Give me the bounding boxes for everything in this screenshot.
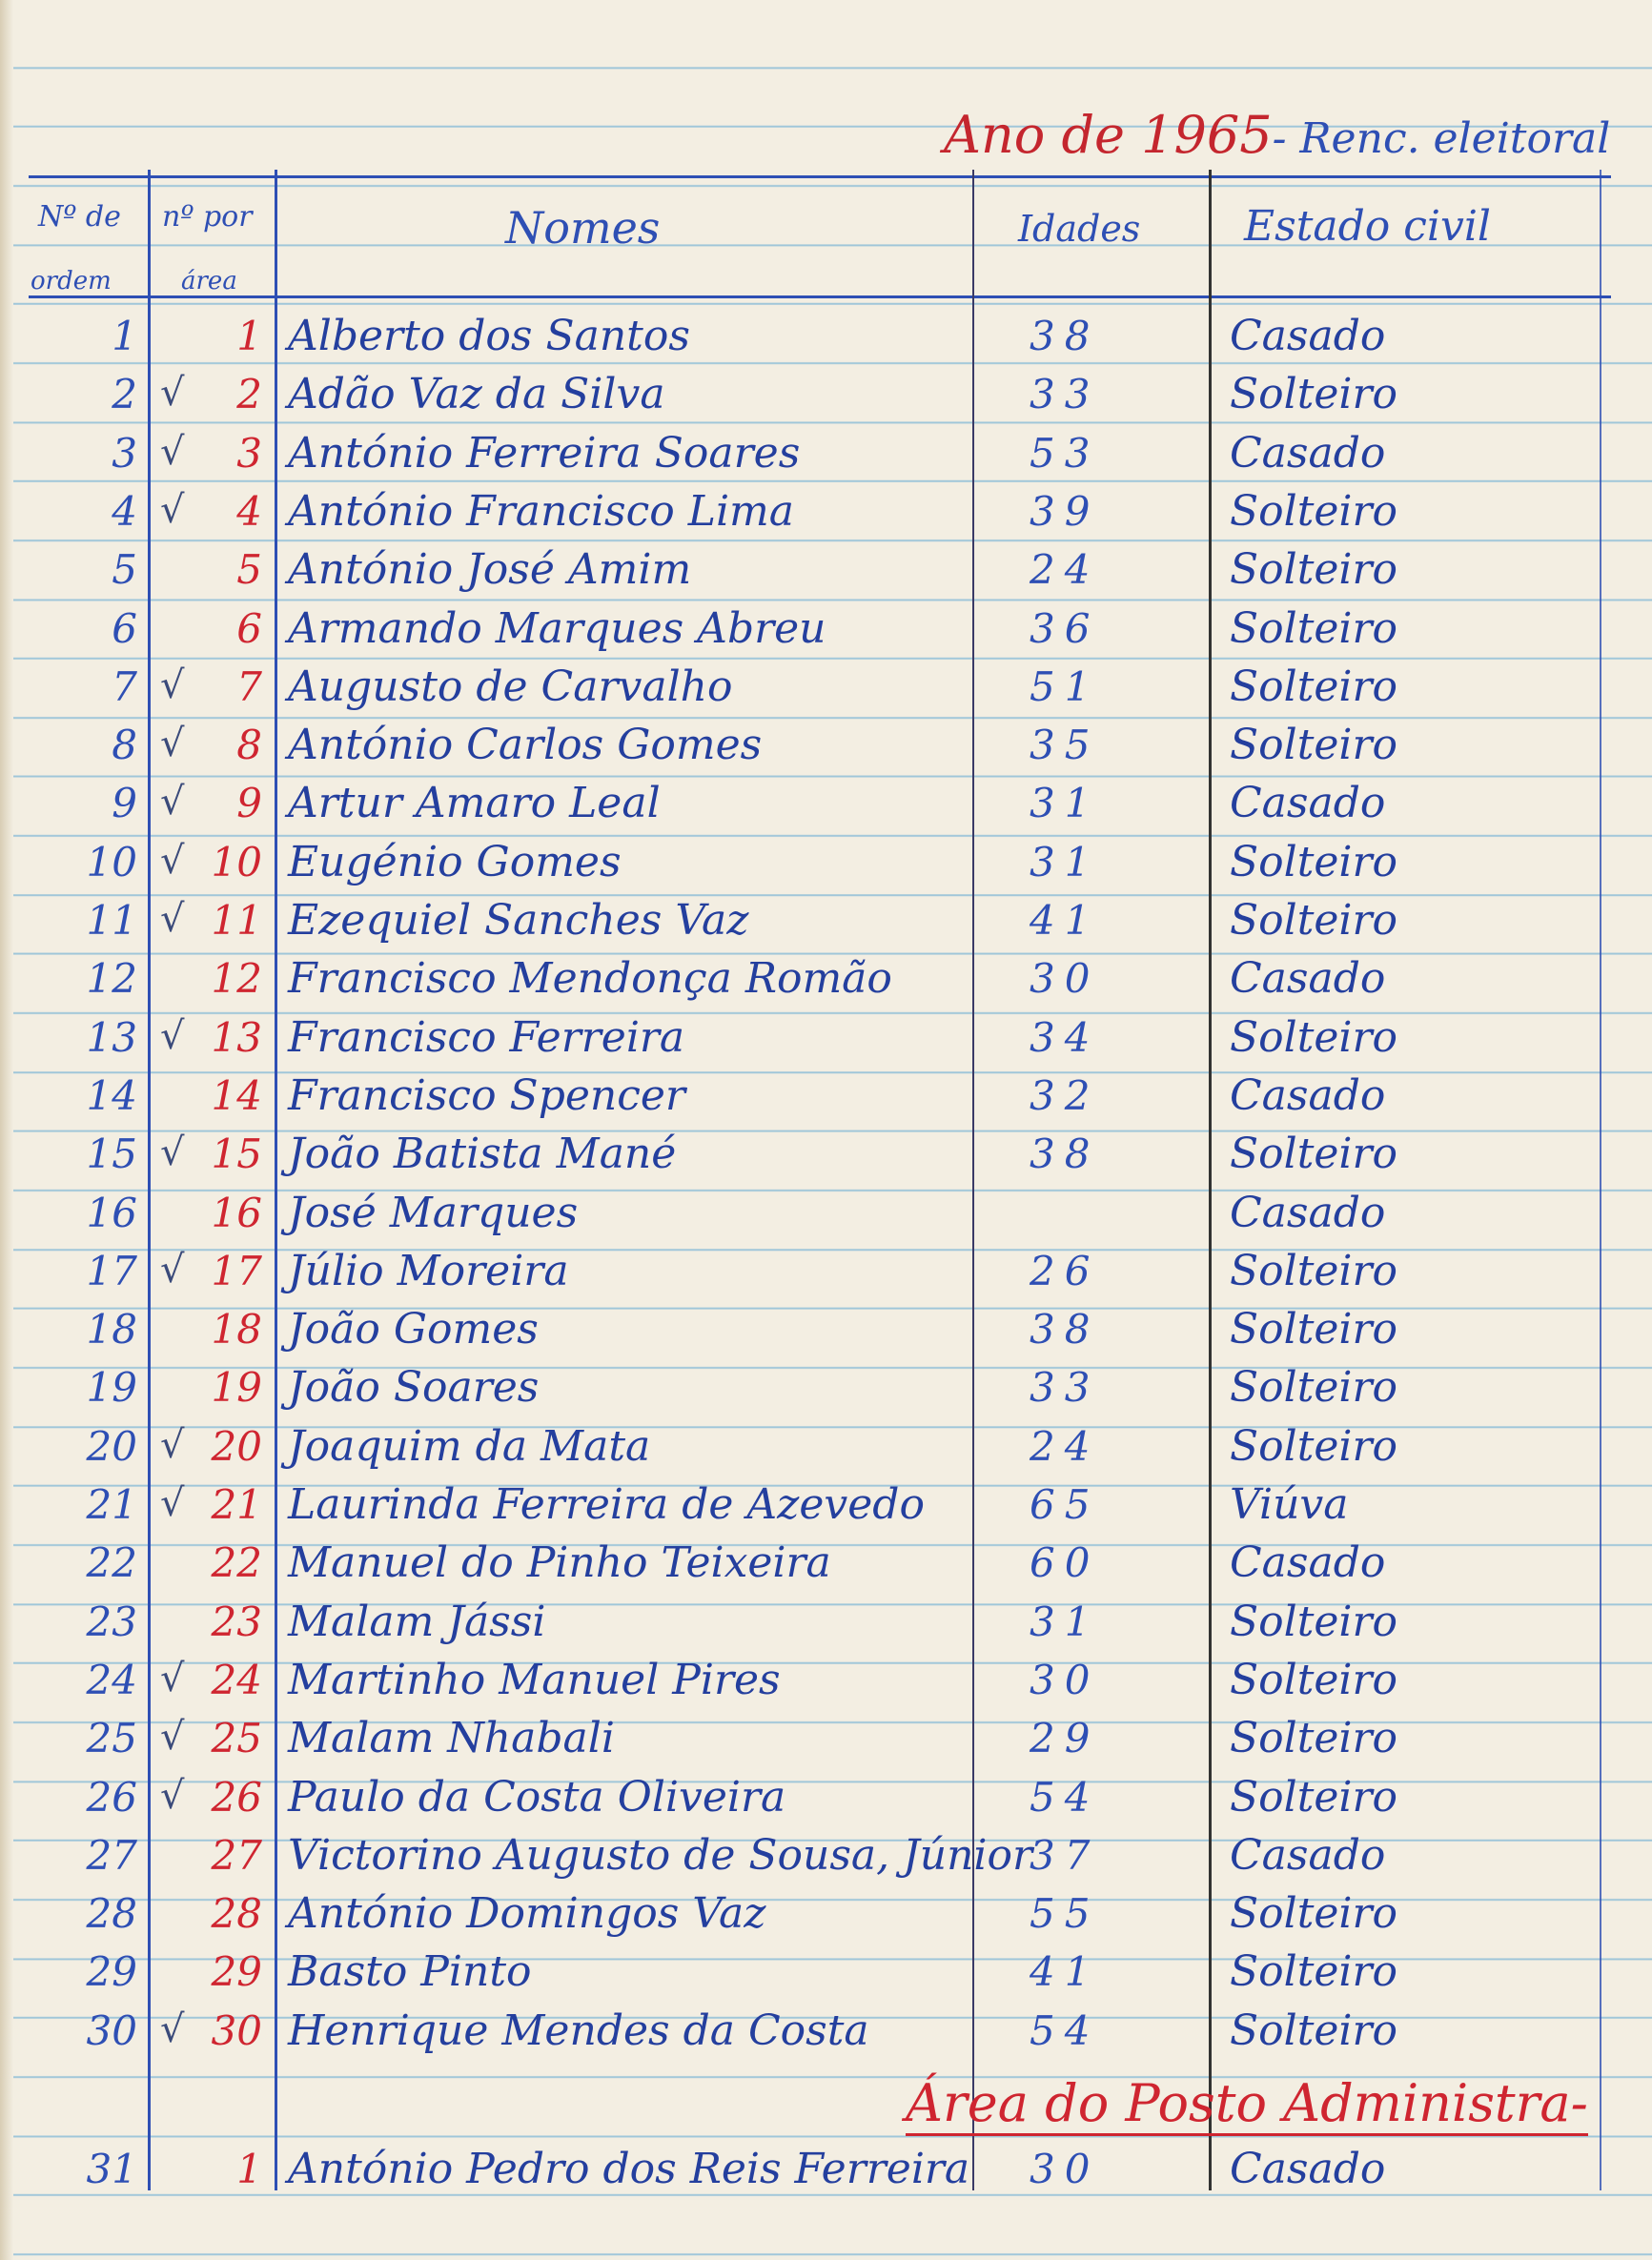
ordem-number: 12 <box>86 955 137 1003</box>
person-name: Laurinda Ferreira de Azevedo <box>288 1480 925 1529</box>
area-number: 17 <box>211 1247 262 1294</box>
header-area-line1: nº por <box>162 200 253 234</box>
area-number: 23 <box>211 1598 262 1645</box>
person-age: 41 <box>1030 1948 1100 1996</box>
header-ordem-line1: Nº de <box>38 200 121 234</box>
area-number: 3 <box>236 429 262 477</box>
ordem-number: 31 <box>86 2146 137 2192</box>
person-age: 24 <box>1030 546 1100 594</box>
person-name: Adão Vaz da Silva <box>288 370 665 419</box>
register-row <box>0 1125 1652 1183</box>
marital-status: Solteiro <box>1230 721 1398 770</box>
ordem-number: 1 <box>112 313 137 359</box>
ordem-number: 15 <box>86 1130 137 1178</box>
marital-status: Solteiro <box>1230 370 1398 419</box>
person-name: João Soares <box>288 1363 540 1413</box>
area-number: 18 <box>211 1306 262 1354</box>
register-row <box>0 1826 1652 1884</box>
register-row <box>0 1184 1652 1242</box>
register-row <box>0 716 1652 774</box>
ordem-number: 11 <box>86 897 137 944</box>
area-number: 8 <box>236 722 262 769</box>
check-mark-icon: √ <box>160 1715 185 1760</box>
person-age: 38 <box>1030 1306 1100 1354</box>
marital-status: Solteiro <box>1230 1714 1398 1763</box>
header-area-line2: área <box>181 267 237 295</box>
person-name: António Francisco Lima <box>288 486 794 536</box>
marital-status: Casado <box>1230 1830 1386 1880</box>
marital-status: Solteiro <box>1230 1012 1398 1062</box>
register-row <box>0 1008 1652 1067</box>
person-age: 54 <box>1030 2006 1100 2054</box>
register-row <box>0 774 1652 832</box>
section-heading: Área do Posto Administra- <box>906 2073 1588 2136</box>
marital-status: Viúva <box>1230 1480 1349 1529</box>
page-title <box>944 105 1610 165</box>
marital-status: Solteiro <box>1230 1305 1398 1354</box>
area-number: 10 <box>211 838 262 886</box>
person-age: 29 <box>1030 1715 1100 1762</box>
person-name: João Gomes <box>288 1305 539 1354</box>
person-name: Artur Amaro Leal <box>288 779 661 828</box>
area-number: 12 <box>211 955 262 1003</box>
person-age: 36 <box>1030 604 1100 652</box>
person-age: 53 <box>1030 429 1100 477</box>
ordem-number: 13 <box>86 1013 137 1061</box>
person-name: Malam Nhabali <box>288 1714 615 1763</box>
check-mark-icon: √ <box>160 487 185 532</box>
ordem-number: 27 <box>86 1831 137 1879</box>
check-mark-icon: √ <box>160 722 185 766</box>
area-number: 1 <box>236 313 262 359</box>
area-number: 7 <box>236 662 262 710</box>
marital-status: Casado <box>1230 2145 1386 2193</box>
person-age: 38 <box>1030 313 1100 359</box>
area-number: 30 <box>211 2006 262 2054</box>
marital-status: Solteiro <box>1230 1947 1398 1997</box>
marital-status: Solteiro <box>1230 837 1398 886</box>
person-age: 38 <box>1030 1130 1100 1178</box>
marital-status: Solteiro <box>1230 1421 1398 1471</box>
area-number: 20 <box>211 1422 262 1470</box>
ordem-number: 26 <box>86 1773 137 1821</box>
marital-status: Casado <box>1230 1538 1386 1588</box>
check-mark-icon: √ <box>160 2006 185 2051</box>
ordem-number: 30 <box>86 2006 137 2054</box>
area-number: 29 <box>211 1948 262 1996</box>
register-row <box>0 1768 1652 1826</box>
marital-status: Casado <box>1230 954 1386 1004</box>
area-number: 28 <box>211 1890 262 1938</box>
area-number: 15 <box>211 1130 262 1178</box>
area-number: 25 <box>211 1715 262 1762</box>
ordem-number: 3 <box>112 429 137 477</box>
register-row <box>0 424 1652 482</box>
person-age: 33 <box>1030 1364 1100 1412</box>
marital-status: Solteiro <box>1230 662 1398 711</box>
register-row <box>0 1476 1652 1534</box>
ordem-number: 20 <box>86 1422 137 1470</box>
area-number: 13 <box>211 1013 262 1061</box>
check-mark-icon: √ <box>160 1247 185 1292</box>
register-row <box>0 2002 1652 2060</box>
person-name: Henrique Mendes da Costa <box>288 2005 869 2055</box>
register-row <box>0 1943 1652 2001</box>
register-row <box>0 891 1652 949</box>
person-name: Francisco Spencer <box>288 1070 685 1120</box>
ordem-number: 25 <box>86 1715 137 1762</box>
person-name: João Batista Mané <box>288 1130 677 1179</box>
person-name: Francisco Mendonça Romão <box>288 954 892 1004</box>
area-number: 26 <box>211 1773 262 1821</box>
register-row <box>0 658 1652 716</box>
check-mark-icon: √ <box>160 780 185 825</box>
area-number: 16 <box>211 1189 262 1236</box>
register-row <box>0 1067 1652 1125</box>
person-name: Joaquim da Mata <box>288 1421 651 1471</box>
person-age: 55 <box>1030 1890 1100 1938</box>
person-name: António Pedro dos Reis Ferreira <box>288 2145 970 2193</box>
marital-status: Solteiro <box>1230 1655 1398 1704</box>
ordem-number: 16 <box>86 1189 137 1236</box>
register-row <box>0 482 1652 540</box>
person-name: Manuel do Pinho Teixeira <box>288 1538 831 1588</box>
person-name: José Marques <box>288 1188 579 1237</box>
check-mark-icon: √ <box>160 429 185 474</box>
ordem-number: 4 <box>112 487 137 535</box>
person-age: 35 <box>1030 722 1100 769</box>
area-number: 22 <box>211 1539 262 1587</box>
marital-status: Solteiro <box>1230 1772 1398 1822</box>
register-row <box>0 833 1652 891</box>
marital-status: Solteiro <box>1230 1597 1398 1646</box>
ordem-number: 23 <box>86 1598 137 1645</box>
register-row <box>0 1884 1652 1943</box>
ordem-number: 18 <box>86 1306 137 1354</box>
register-row <box>0 365 1652 423</box>
check-mark-icon: √ <box>160 1773 185 1818</box>
check-mark-icon: √ <box>160 838 185 883</box>
title-main: Ano de 1965 <box>944 105 1273 165</box>
register-row <box>0 1709 1652 1767</box>
marital-status: Casado <box>1230 312 1386 360</box>
area-number: 21 <box>211 1481 262 1528</box>
ordem-number: 7 <box>112 662 137 710</box>
ordem-number: 24 <box>86 1656 137 1703</box>
register-row <box>0 540 1652 599</box>
person-age: 26 <box>1030 1247 1100 1294</box>
person-name: Paulo da Costa Oliveira <box>288 1772 786 1822</box>
person-age: 32 <box>1030 1071 1100 1119</box>
marital-status: Solteiro <box>1230 2005 1398 2055</box>
register-row <box>0 949 1652 1008</box>
person-name: Victorino Augusto de Sousa, Júnior <box>288 1830 1033 1880</box>
person-age: 30 <box>1030 955 1100 1003</box>
person-age: 33 <box>1030 371 1100 418</box>
person-age: 31 <box>1030 1598 1100 1645</box>
ordem-number: 2 <box>112 371 137 418</box>
person-age: 60 <box>1030 1539 1100 1587</box>
marital-status: Solteiro <box>1230 1889 1398 1939</box>
marital-status: Solteiro <box>1230 896 1398 945</box>
marital-status: Casado <box>1230 1188 1386 1237</box>
ordem-number: 6 <box>112 604 137 652</box>
area-number: 6 <box>236 604 262 652</box>
marital-status: Solteiro <box>1230 603 1398 653</box>
marital-status: Solteiro <box>1230 1130 1398 1179</box>
person-name: Francisco Ferreira <box>288 1012 685 1062</box>
area-number: 5 <box>236 546 262 594</box>
person-age: 30 <box>1030 2146 1100 2192</box>
person-age: 37 <box>1030 1831 1100 1879</box>
area-number: 1 <box>236 2146 262 2192</box>
register-row <box>0 1534 1652 1592</box>
person-age: 31 <box>1030 838 1100 886</box>
check-mark-icon: √ <box>160 897 185 941</box>
register-row <box>0 1358 1652 1416</box>
register-row <box>0 1651 1652 1709</box>
ordem-number: 19 <box>86 1364 137 1412</box>
person-name: Martinho Manuel Pires <box>288 1655 781 1704</box>
register-row <box>0 2140 1652 2198</box>
check-mark-icon: √ <box>160 1013 185 1058</box>
person-name: António Carlos Gomes <box>288 721 763 770</box>
header-nomes: Nomes <box>505 202 661 254</box>
title-sub: - Renc. eleitoral <box>1272 114 1611 163</box>
ordem-number: 22 <box>86 1539 137 1587</box>
marital-status: Solteiro <box>1230 486 1398 536</box>
person-age: 24 <box>1030 1422 1100 1470</box>
header-top-rule <box>29 175 1611 178</box>
person-age: 41 <box>1030 897 1100 944</box>
person-age: 39 <box>1030 487 1100 535</box>
person-name: António Domingos Vaz <box>288 1889 766 1939</box>
marital-status: Solteiro <box>1230 545 1398 595</box>
ordem-number: 29 <box>86 1948 137 1996</box>
check-mark-icon: √ <box>160 371 185 416</box>
marital-status: Solteiro <box>1230 1246 1398 1295</box>
check-mark-icon: √ <box>160 1656 185 1700</box>
marital-status: Solteiro <box>1230 1363 1398 1413</box>
area-number: 24 <box>211 1656 262 1703</box>
area-number: 4 <box>236 487 262 535</box>
person-age: 31 <box>1030 780 1100 827</box>
area-number: 9 <box>236 780 262 827</box>
header-bottom-rule <box>29 295 1611 298</box>
register-row <box>0 1300 1652 1358</box>
marital-status: Casado <box>1230 779 1386 828</box>
header-idades: Idades <box>1018 208 1141 250</box>
area-number: 14 <box>211 1071 262 1119</box>
person-name: Basto Pinto <box>288 1947 532 1997</box>
person-name: Júlio Moreira <box>288 1246 569 1295</box>
person-name: Augusto de Carvalho <box>288 662 733 711</box>
check-mark-icon: √ <box>160 1130 185 1175</box>
person-name: Armando Marques Abreu <box>288 603 826 653</box>
area-number: 27 <box>211 1831 262 1879</box>
ordem-number: 28 <box>86 1890 137 1938</box>
ordem-number: 17 <box>86 1247 137 1294</box>
ordem-number: 9 <box>112 780 137 827</box>
ordem-number: 8 <box>112 722 137 769</box>
ordem-number: 5 <box>112 546 137 594</box>
person-age: 51 <box>1030 662 1100 710</box>
area-number: 2 <box>236 371 262 418</box>
person-age: 65 <box>1030 1481 1100 1528</box>
register-row <box>0 600 1652 658</box>
person-age: 34 <box>1030 1013 1100 1061</box>
person-name: António Ferreira Soares <box>288 428 801 478</box>
person-name: António José Amim <box>288 545 692 595</box>
ordem-number: 21 <box>86 1481 137 1528</box>
area-number: 11 <box>211 897 262 944</box>
ordem-number: 14 <box>86 1071 137 1119</box>
header-estado-civil: Estado civil <box>1244 202 1491 251</box>
ordem-number: 10 <box>86 838 137 886</box>
person-name: Eugénio Gomes <box>288 837 622 886</box>
check-mark-icon: √ <box>160 1481 185 1525</box>
register-row <box>0 1242 1652 1300</box>
header-ordem-line2: ordem <box>31 267 112 295</box>
person-age: 54 <box>1030 1773 1100 1821</box>
person-name: Ezequiel Sanches Vaz <box>288 896 749 945</box>
register-row <box>0 307 1652 365</box>
person-name: Alberto dos Santos <box>288 312 690 360</box>
area-number: 19 <box>211 1364 262 1412</box>
register-row <box>0 1593 1652 1651</box>
person-name: Malam Jássi <box>288 1597 546 1646</box>
register-row <box>0 1417 1652 1476</box>
check-mark-icon: √ <box>160 1422 185 1467</box>
marital-status: Casado <box>1230 428 1386 478</box>
marital-status: Casado <box>1230 1070 1386 1120</box>
person-age: 30 <box>1030 1656 1100 1703</box>
check-mark-icon: √ <box>160 662 185 707</box>
